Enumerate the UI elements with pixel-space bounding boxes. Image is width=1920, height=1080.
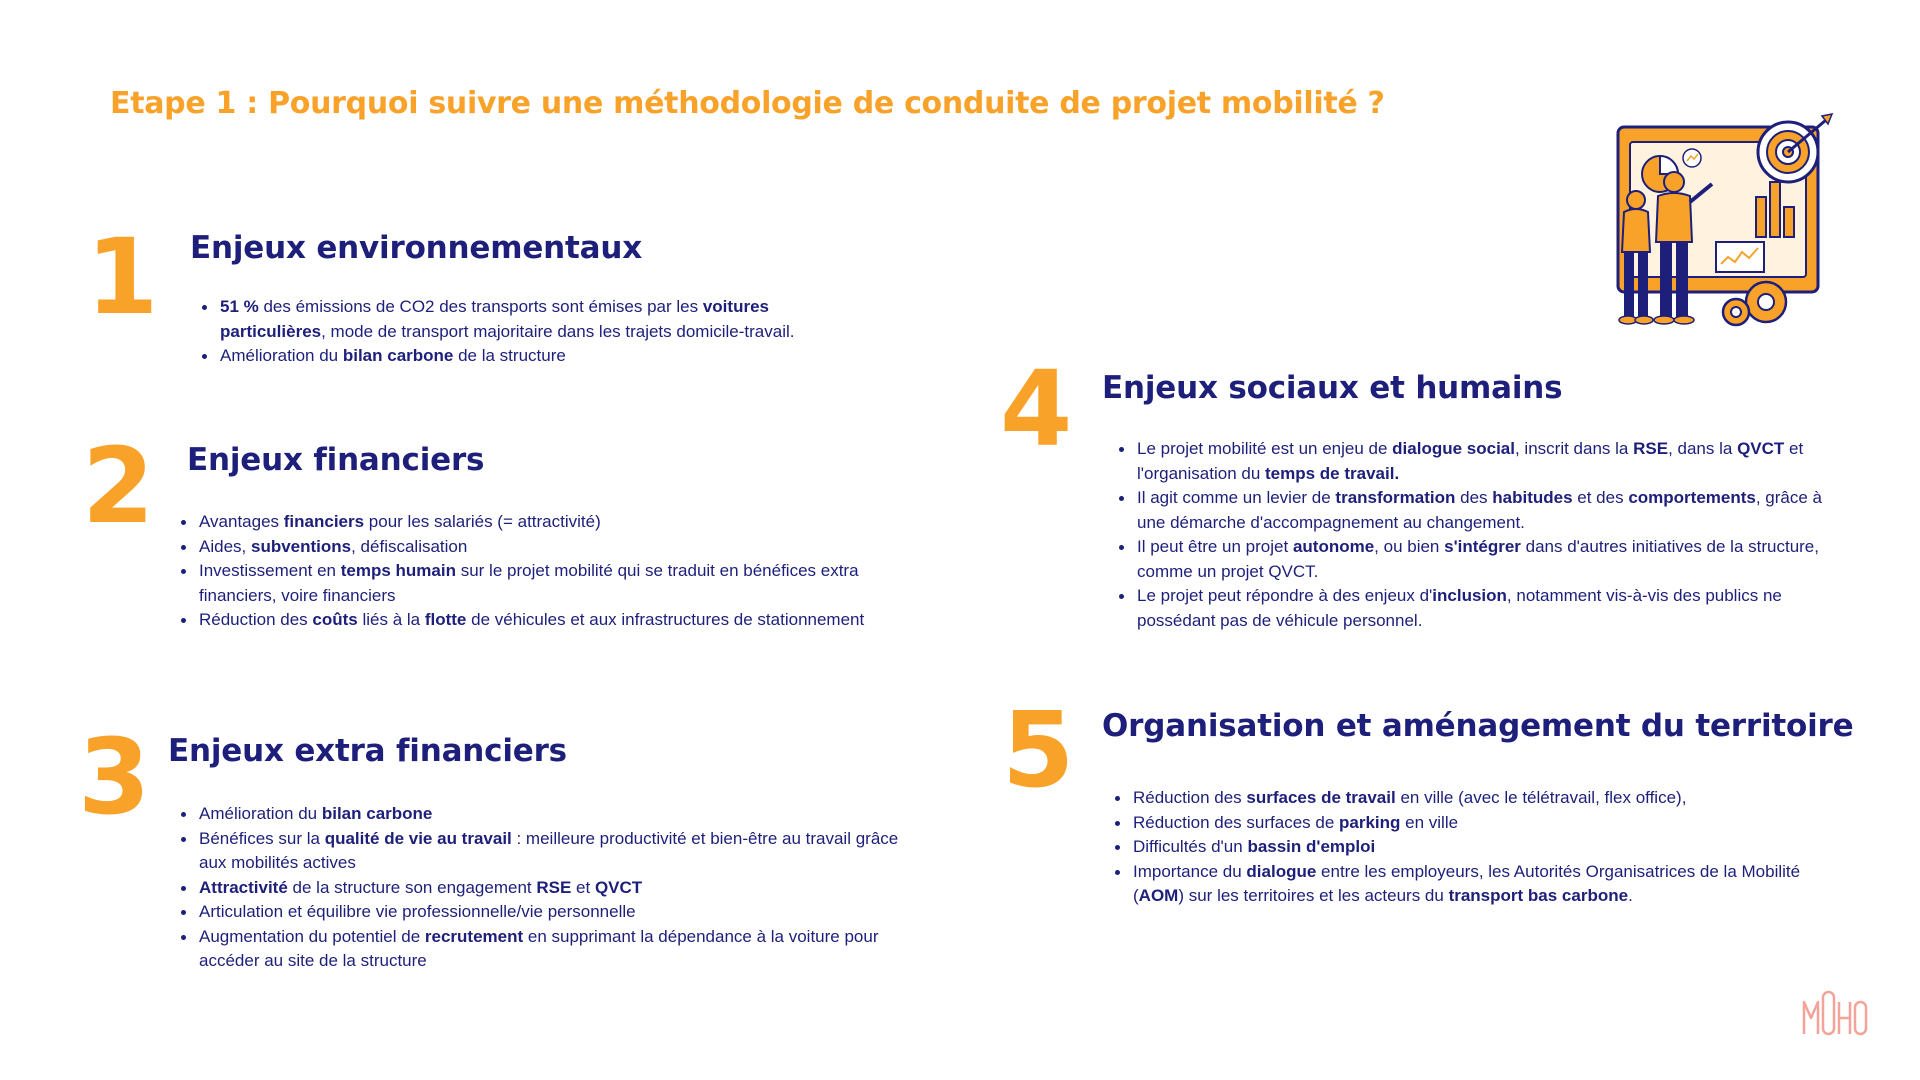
- bullet-emphasis: inclusion: [1432, 586, 1507, 605]
- bullet-text: Réduction des: [199, 610, 313, 629]
- bullet-text: , ou bien: [1374, 537, 1445, 556]
- bullet-emphasis: surfaces de travail: [1246, 788, 1396, 807]
- bullet-emphasis: 51 %: [220, 297, 259, 316]
- bullet-emphasis: AOM: [1138, 886, 1179, 905]
- bullet-item: [177, 608, 907, 633]
- bullet-text: de la structure: [453, 346, 566, 365]
- bullet-text: Importance du: [1133, 861, 1247, 881]
- bullet-emphasis: recrutement: [424, 926, 524, 946]
- section-heading: Enjeux extra financiers: [168, 733, 567, 769]
- moho-logo: [1800, 980, 1870, 1040]
- bullet-text: Difficultés d'un: [1133, 837, 1248, 856]
- bullet-text: liés à la: [357, 610, 425, 629]
- bullet-text: Bénéfices sur la: [199, 828, 325, 848]
- section-bullets: [1115, 437, 1855, 633]
- bullet-emphasis: qualité de vie au travail: [324, 828, 512, 848]
- bullet-item: [1115, 535, 1855, 584]
- bullet-text: , notamment vis-à-vis des publics ne possédant pas de véhicule personnel.: [1137, 586, 1782, 630]
- section-heading: Organisation et aménagement du territoire: [1102, 708, 1854, 744]
- bullet-text: Réduction des: [1133, 788, 1247, 807]
- bullet-text: en ville: [1400, 812, 1459, 832]
- bullet-item: [177, 510, 907, 535]
- bullet-text: Le projet mobilité est un enjeu de: [1137, 439, 1393, 458]
- bullet-text: et l'organisation du: [1137, 439, 1804, 483]
- bullet-emphasis: RSE: [1633, 439, 1669, 458]
- team-target-dashboard-illustration: [1608, 112, 1840, 338]
- bullet-item: [1115, 584, 1855, 633]
- bullet-text: Articulation et équilibre vie professionnelle/vie personnelle: [199, 902, 636, 921]
- bullet-emphasis: bassin d'emploi: [1247, 837, 1376, 856]
- bullet-item: [177, 827, 917, 876]
- bullet-item: [198, 344, 878, 369]
- bullet-emphasis: QVCT: [1737, 439, 1785, 458]
- bullet-text: en supprimant la dépendance à la voiture pour accéder au site de la structure: [199, 926, 879, 970]
- bullet-item: [177, 802, 917, 827]
- bullet-text: , mode de transport majoritaire dans les trajets domicile-travail.: [321, 321, 795, 341]
- bullet-text: sur le projet mobilité qui se traduit en bénéfices extra financiers, voire financiers: [199, 561, 859, 605]
- bullet-item: [1115, 437, 1855, 486]
- bullet-emphasis: flotte: [424, 610, 467, 629]
- section-bullets: [177, 802, 917, 974]
- bullet-item: [1111, 811, 1851, 836]
- section-heading: Enjeux sociaux et humains: [1102, 370, 1563, 406]
- bullet-item: [1115, 486, 1855, 535]
- bullet-emphasis: dialogue: [1246, 861, 1317, 881]
- bullet-text: , défiscalisation: [351, 536, 468, 556]
- bullet-text: pour les salariés (= attractivité): [364, 512, 601, 531]
- bullet-text: Réduction des surfaces de: [1133, 812, 1340, 832]
- bullet-emphasis: voitures particulières: [220, 297, 769, 341]
- bullet-text: des: [1455, 488, 1493, 507]
- bullet-text: des émissions de CO2 des transports sont émises par les: [258, 297, 703, 316]
- bullet-item: [177, 876, 917, 901]
- bullet-emphasis: dialogue social: [1392, 439, 1515, 458]
- bullet-text: Le projet peut répondre à des enjeux d': [1137, 586, 1433, 605]
- bullet-text: en ville (avec le télétravail, flex office),: [1395, 788, 1687, 807]
- bullet-text: Amélioration du: [199, 804, 322, 823]
- bullet-item: [1111, 860, 1851, 909]
- bullet-emphasis: transport bas carbone: [1448, 886, 1629, 905]
- section-bullets: [1111, 786, 1851, 909]
- bullet-text: Avantages: [199, 512, 284, 531]
- bullet-emphasis: bilan carbone: [342, 346, 454, 365]
- bullet-emphasis: comportements: [1628, 488, 1756, 507]
- bullet-emphasis: subventions: [250, 536, 352, 556]
- bullet-text: Augmentation du potentiel de: [199, 926, 425, 946]
- bullet-emphasis: QVCT: [594, 877, 643, 897]
- bullet-item: [177, 925, 917, 974]
- bullet-emphasis: autonome: [1292, 537, 1375, 556]
- bullet-emphasis: coûts: [312, 610, 358, 629]
- bullet-text: Investissement en: [199, 561, 341, 580]
- bullet-emphasis: parking: [1339, 812, 1401, 832]
- section-number: 2: [82, 425, 155, 547]
- bullet-emphasis: transformation: [1335, 488, 1456, 507]
- bullet-emphasis: temps humain: [340, 561, 456, 580]
- bullet-text: Il agit comme un levier de: [1137, 488, 1336, 507]
- section-number: 5: [1002, 689, 1075, 811]
- bullet-item: [177, 535, 907, 560]
- bullet-text: entre les employeurs, les Autorités Organisatrices de la Mobilité (: [1133, 861, 1801, 905]
- bullet-text: et: [571, 877, 595, 897]
- bullet-text: Amélioration du: [220, 346, 343, 365]
- bullet-text: de véhicules et aux infrastructures de stationnement: [466, 610, 865, 629]
- section-heading: Enjeux financiers: [187, 442, 485, 478]
- bullet-text: dans d'autres initiatives de la structure, comme un projet QVCT.: [1137, 537, 1819, 581]
- bullet-emphasis: RSE: [536, 877, 572, 897]
- bullet-text: , grâce à une démarche d'accompagnement au changement.: [1137, 488, 1822, 532]
- bullet-emphasis: s'intégrer: [1444, 537, 1521, 556]
- bullet-text: Il peut être un projet: [1137, 537, 1293, 556]
- section-number: 4: [1000, 348, 1073, 470]
- bullet-emphasis: Attractivité: [199, 877, 288, 897]
- bullet-emphasis: bilan carbone: [321, 804, 433, 823]
- section-number: 1: [86, 216, 159, 338]
- bullet-text: Aides,: [199, 536, 251, 556]
- bullet-text: : meilleure productivité et bien-être au travail grâce aux mobilités actives: [199, 828, 899, 872]
- bullet-text: .: [1628, 886, 1633, 905]
- bullet-emphasis: financiers: [283, 512, 365, 531]
- bullet-text: , inscrit dans la: [1514, 439, 1634, 458]
- section-bullets: [198, 295, 878, 369]
- bullet-text: et des: [1572, 488, 1629, 507]
- section-bullets: [177, 510, 907, 633]
- bullet-item: [1111, 835, 1851, 860]
- section-number: 3: [78, 716, 151, 838]
- bullet-emphasis: habitudes: [1492, 488, 1573, 507]
- bullet-item: [1111, 786, 1851, 811]
- page-title: Etape 1 : Pourquoi suivre une méthodologie de conduite de projet mobilité ?: [110, 86, 1385, 121]
- bullet-emphasis: temps de travail.: [1265, 463, 1400, 483]
- section-heading: Enjeux environnementaux: [190, 230, 643, 266]
- bullet-item: [198, 295, 878, 344]
- bullet-text: , dans la: [1668, 439, 1738, 458]
- bullet-text: ) sur les territoires et les acteurs du: [1178, 886, 1449, 905]
- bullet-item: [177, 559, 907, 608]
- bullet-text: de la structure son engagement: [287, 877, 537, 897]
- bullet-item: [177, 900, 917, 925]
